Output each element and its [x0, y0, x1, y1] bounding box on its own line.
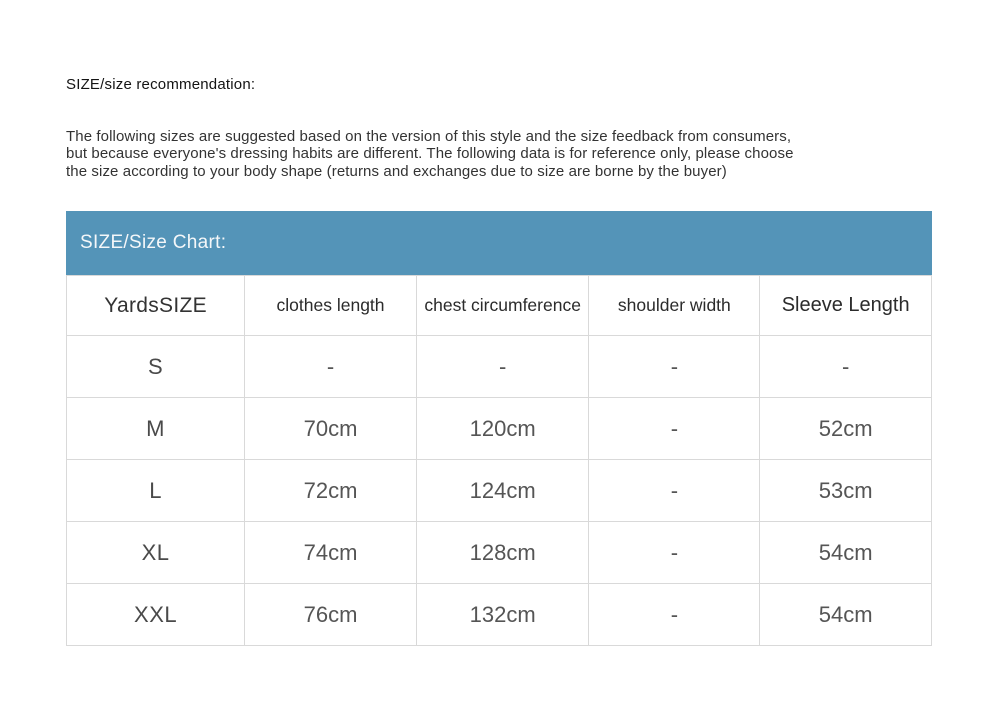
chest-circumference-value: 120cm — [416, 398, 589, 460]
table-row-size-l — [67, 460, 932, 522]
paragraph-line: The following sizes are suggested based on the version of this style and the size feedback from consumers, — [66, 128, 792, 145]
sleeve-length-value: 54cm — [760, 584, 932, 646]
chest-circumference-value: 128cm — [416, 522, 589, 584]
sleeve-length-value: 53cm — [760, 460, 932, 522]
clothes-length-value: 72cm — [245, 460, 417, 522]
shoulder-width-value: - — [589, 460, 760, 522]
size-chart-title-bar — [66, 211, 932, 275]
size-recommendation-section — [66, 0, 932, 646]
shoulder-width-value: - — [589, 522, 760, 584]
sleeve-length-value: 52cm — [760, 398, 932, 460]
size-chart-table — [66, 275, 932, 646]
column-header-shoulder-width: shoulder width — [589, 276, 760, 336]
shoulder-width-value: - — [589, 336, 760, 398]
column-header-sleeve-length: Sleeve Length — [760, 276, 932, 336]
chest-circumference-value: 124cm — [416, 460, 589, 522]
size-label: M — [67, 398, 245, 460]
table-row-size-xl — [67, 522, 932, 584]
column-header-clothes-length: clothes length — [245, 276, 417, 336]
size-recommendation-heading: SIZE/size recommendation: — [66, 76, 256, 93]
size-label: XXL — [67, 584, 245, 646]
sleeve-length-value: 54cm — [760, 522, 932, 584]
table-row-size-xxl — [67, 584, 932, 646]
chest-circumference-value: - — [416, 336, 589, 398]
clothes-length-value: 70cm — [245, 398, 417, 460]
size-label: L — [67, 460, 245, 522]
chest-circumference-value: 132cm — [416, 584, 589, 646]
size-chart-title: SIZE/Size Chart: — [80, 232, 227, 254]
clothes-length-value: 76cm — [245, 584, 417, 646]
clothes-length-value: - — [245, 336, 417, 398]
shoulder-width-value: - — [589, 398, 760, 460]
table-row-size-m — [67, 398, 932, 460]
shoulder-width-value: - — [589, 584, 760, 646]
sleeve-length-value: - — [760, 336, 932, 398]
size-recommendation-paragraph — [66, 128, 932, 180]
paragraph-line: the size according to your body shape (returns and exchanges due to size are borne by the buyer) — [66, 162, 727, 180]
table-row-size-s — [67, 336, 932, 398]
size-label: XL — [67, 522, 245, 584]
table-header-row — [67, 276, 932, 336]
paragraph-line: but because everyone's dressing habits are different. The following data is for reference only, please choose — [66, 145, 794, 163]
clothes-length-value: 74cm — [245, 522, 417, 584]
column-header-yards-size: YardsSIZE — [67, 276, 245, 336]
size-label: S — [67, 336, 245, 398]
column-header-chest-circumference: chest circumference — [416, 276, 589, 336]
